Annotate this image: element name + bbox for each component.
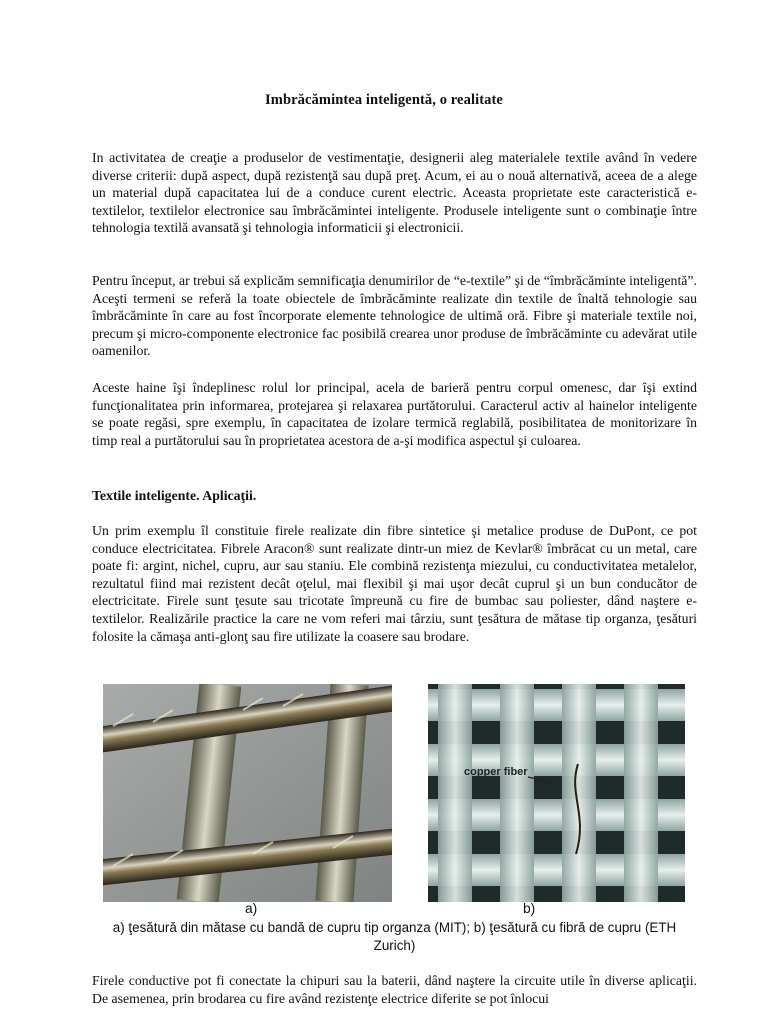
figure-b-image [428, 684, 685, 902]
paragraph-conductive: Firele conductive pot fi conectate la chipuri sau la baterii, dând naştere la circuite utile în diverse aplicaţii. De asemenea, prin brodarea cu fire având rezistenţe electrice diferite se pot înlocui [92, 973, 697, 1006]
paragraph-examples: Un prim exemplu îl constituie firele realizate din fibre sintetice şi metalice produse de DuPont, ce pot conduce electricitatea. Fibrele Aracon® sunt realizate dintr-un miez de Kevlar® îmbrăcat cu un metal, care poate fi: argint, nichel, cupru, aur sau staniu. Ele combină rezistenţa miezului, cu conductivitatea metalelor, rezultatul fiind mai rezistent decât oţelul, mai flexibil şi mai uşor decât cuprul şi un bun conducător de electricitate. Firele sunt ţesute sau tricotate împreună cu fire de bumbac sau poliester, dând naştere e-textilelor. Realizările practice la care ne vom referi mai târziu, sunt ţesătura de mătase tip organza, ţesături folosite la cămaşa anti-glonţ sau fire utilizate la coasere sau brodare. [92, 523, 697, 644]
figure-a-image [103, 684, 392, 902]
paragraph-definition: Pentru început, ar trebui să explicăm semnificaţia denumirilor de “e-textile” şi de “îmbrăcăminte inteligentă”. Aceşti termeni se referă la toate obiectele de îmbrăcăminte realizate din textile de înaltă tehnologie sau îmbrăcăminte în care au fost încorporate elemente tehnologice de ultimă oră. Fibre şi materiale textile noi, precum şi micro-componente electronice fac posibilă crearea unor produse de îmbrăcăminte cu adevărat utile oamenilor. [92, 273, 697, 359]
figure-caption: a) ţesătură din mătase cu bandă de cupru tip organza (MIT); b) ţesătură cu fibră de cupru (ETH Zurich) [112, 920, 677, 953]
figure-a-label: a) [245, 901, 258, 916]
document-title: Imbrăcămintea inteligentă, o realitate [265, 92, 503, 108]
section-heading: Textile inteligente. Aplicaţii. [92, 488, 257, 503]
copper-fiber-annotation: copper fiber [464, 766, 528, 778]
figure-b-label: b) [523, 901, 536, 916]
paragraph-intro: In activitatea de creaţie a produselor de vestimentaţie, designerii aleg materialele textile având în vedere diverse criterii: după aspect, după rezistenţă sau după preţ. Acum, ei au o nouă alternativă, aceea de a alege un material după capacitatea lui de a conduce curent electric. Aceasta proprietate este caracteristică e-textilelor, textilelor electronice sau îmbrăcămintei inteligente. Produsele inteligente sunt o combinaţie între tehnologia textilă avansată şi tehnologia informaticii şi electronicii. [92, 150, 697, 236]
paragraph-function: Aceste haine îşi îndeplinesc rolul lor principal, acela de barieră pentru corpul omenesc, dar îşi extind funcţionalitatea prin informarea, protejarea şi relaxarea purtătorului. Caracterul activ al hainelor inteligente se poate regăsi, spre exemplu, în capacitatea de izolare termică reglabilă, posibilitatea de monitorizare în timp real a purtătorului sau în proprietatea acestora de a-şi modifica aspectul şi culoarea. [92, 380, 697, 448]
